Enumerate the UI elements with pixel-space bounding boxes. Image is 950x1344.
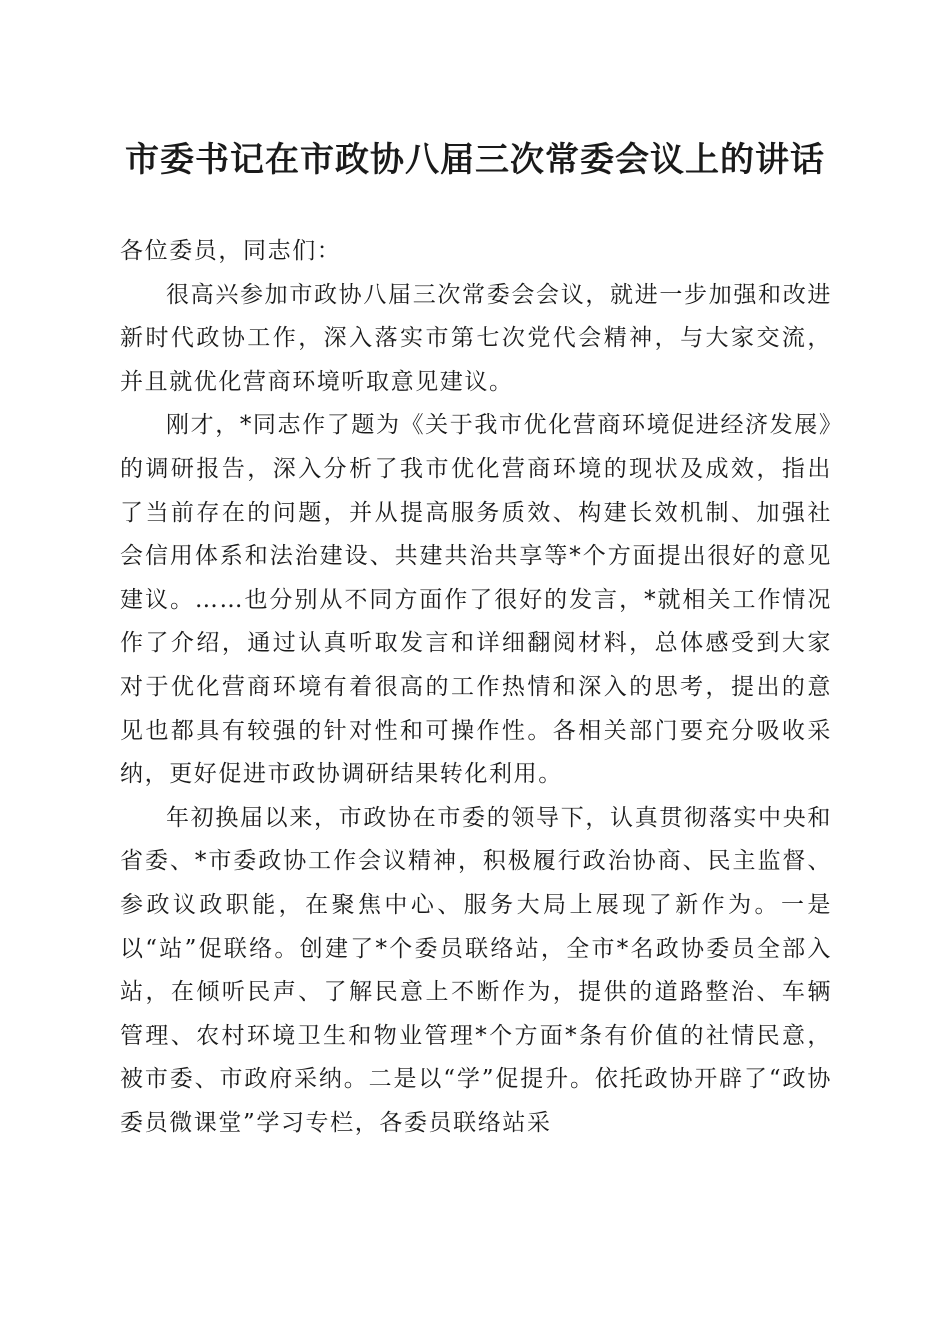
salutation: 各位委员，同志们：: [120, 238, 342, 264]
document-title: 市委书记在市政协八届三次常委会议上的讲话: [125, 140, 825, 180]
paragraph-research-report: 刚才，*同志作了题为《关于我市优化营商环境促进经济发展》的调研报告，深入分析了我市优化营商环境的现状及成效，指出了当前存在的问题，并从提高服务质效、构建长效机制、加强社会信用体系和法治建设、共建共治共享等*个方面提出很好的意见建议。……也分别从不同方面作了很好的发言，*就相关工作情况作了介绍，通过认真听取发言和详细翻阅材料，总体感受到大家对于优化营商环境有着很高的工作热情和深入的思考，提出的意见也都具有较强的针对性和可操作性。各相关部门要充分吸收采纳，更好促进市政协调研结果转化利用。: [120, 412, 832, 788]
paragraph-work-review: 年初换届以来，市政协在市委的领导下，认真贯彻落实中央和省委、*市委政协工作会议精神，积极履行政治协商、民主监督、参政议政职能，在聚焦中心、服务大局上展现了新作为。一是以“站”促联络。创建了*个委员联络站，全市*名政协委员全部入站，在倾听民声、了解民意上不断作为，提供的道路整治、车辆管理、农村环境卫生和物业管理*个方面*条有价值的社情民意，被市委、市政府采纳。二是以“学”促提升。依托政协开辟了“政协委员微课堂”学习专栏，各委员联络站采: [120, 804, 832, 1136]
document-body: [120, 230, 832, 1145]
paragraph-opening: 很高兴参加市政协八届三次常委会会议，就进一步加强和改进新时代政协工作，深入落实市第七次党代会精神，与大家交流，并且就优化营商环境听取意见建议。: [120, 281, 832, 395]
